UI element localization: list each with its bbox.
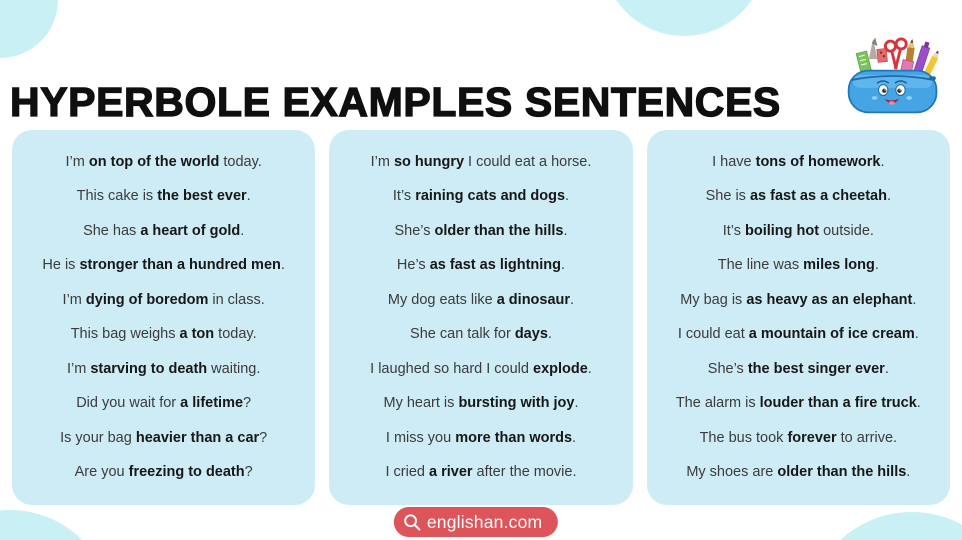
sentence: My shoes are older than the hills. <box>686 464 911 481</box>
pencil-case-icon <box>840 32 948 120</box>
brand-badge[interactable] <box>394 507 558 537</box>
sentence-columns <box>12 130 950 505</box>
sentence: I miss you more than words. <box>385 429 577 446</box>
sentence: I’m starving to death waiting. <box>66 360 261 377</box>
sentence: Is your bag heavier than a car? <box>60 429 268 446</box>
decor-circle-bottom-right <box>806 512 962 540</box>
sentence: He’s as fast as lightning. <box>396 257 566 274</box>
page-title: HYPERBOLE EXAMPLES SENTENCES <box>10 79 781 126</box>
sentence: I’m dying of boredom in class. <box>62 291 265 308</box>
sentence: Did you wait for a lifetime? <box>76 395 252 412</box>
sentence: My bag is as heavy as an elephant. <box>680 291 917 308</box>
sentence: Are you freezing to death? <box>74 464 253 481</box>
sentence: I cried a river after the movie. <box>385 464 577 481</box>
sentence: He is stronger than a hundred men. <box>42 257 285 274</box>
sentence-card-2 <box>329 130 632 505</box>
sentence: My heart is bursting with joy. <box>383 395 579 412</box>
sentence: This cake is the best ever. <box>76 188 251 205</box>
decor-circle-top-center <box>602 0 766 36</box>
sentence: She’s older than the hills. <box>394 222 568 239</box>
sentence-card-3 <box>647 130 950 505</box>
case-body <box>849 71 937 113</box>
sentence: My dog eats like a dinosaur. <box>387 291 575 308</box>
decor-circle-top-left <box>0 0 58 58</box>
sentence-card-1 <box>12 130 315 505</box>
sentence: She’s the best singer ever. <box>707 360 889 377</box>
sentence: The line was miles long. <box>717 257 879 274</box>
sentence: She is as fast as a cheetah. <box>705 188 892 205</box>
sentence: She can talk for days. <box>410 326 552 343</box>
pencil-case-illustration <box>840 32 948 120</box>
sentence: She has a heart of gold. <box>83 222 245 239</box>
sentence: The bus took forever to arrive. <box>699 429 898 446</box>
sentence: I’m on top of the world today. <box>65 153 262 170</box>
sentence: It’s raining cats and dogs. <box>392 188 570 205</box>
sentence: The alarm is louder than a fire truck. <box>675 395 921 412</box>
sentence: It’s boiling hot outside. <box>722 222 874 239</box>
sentence: I laughed so hard I could explode. <box>370 360 592 377</box>
brand-text: englishan.com <box>426 511 543 532</box>
search-icon <box>402 512 423 533</box>
sentence: I have tons of homework. <box>712 153 885 170</box>
sentence: This bag weighs a ton today. <box>70 326 257 343</box>
sentence: I’m so hungry I could eat a horse. <box>370 153 592 170</box>
sentence: I could eat a mountain of ice cream. <box>677 326 919 343</box>
decor-circle-bottom-left <box>0 510 112 540</box>
